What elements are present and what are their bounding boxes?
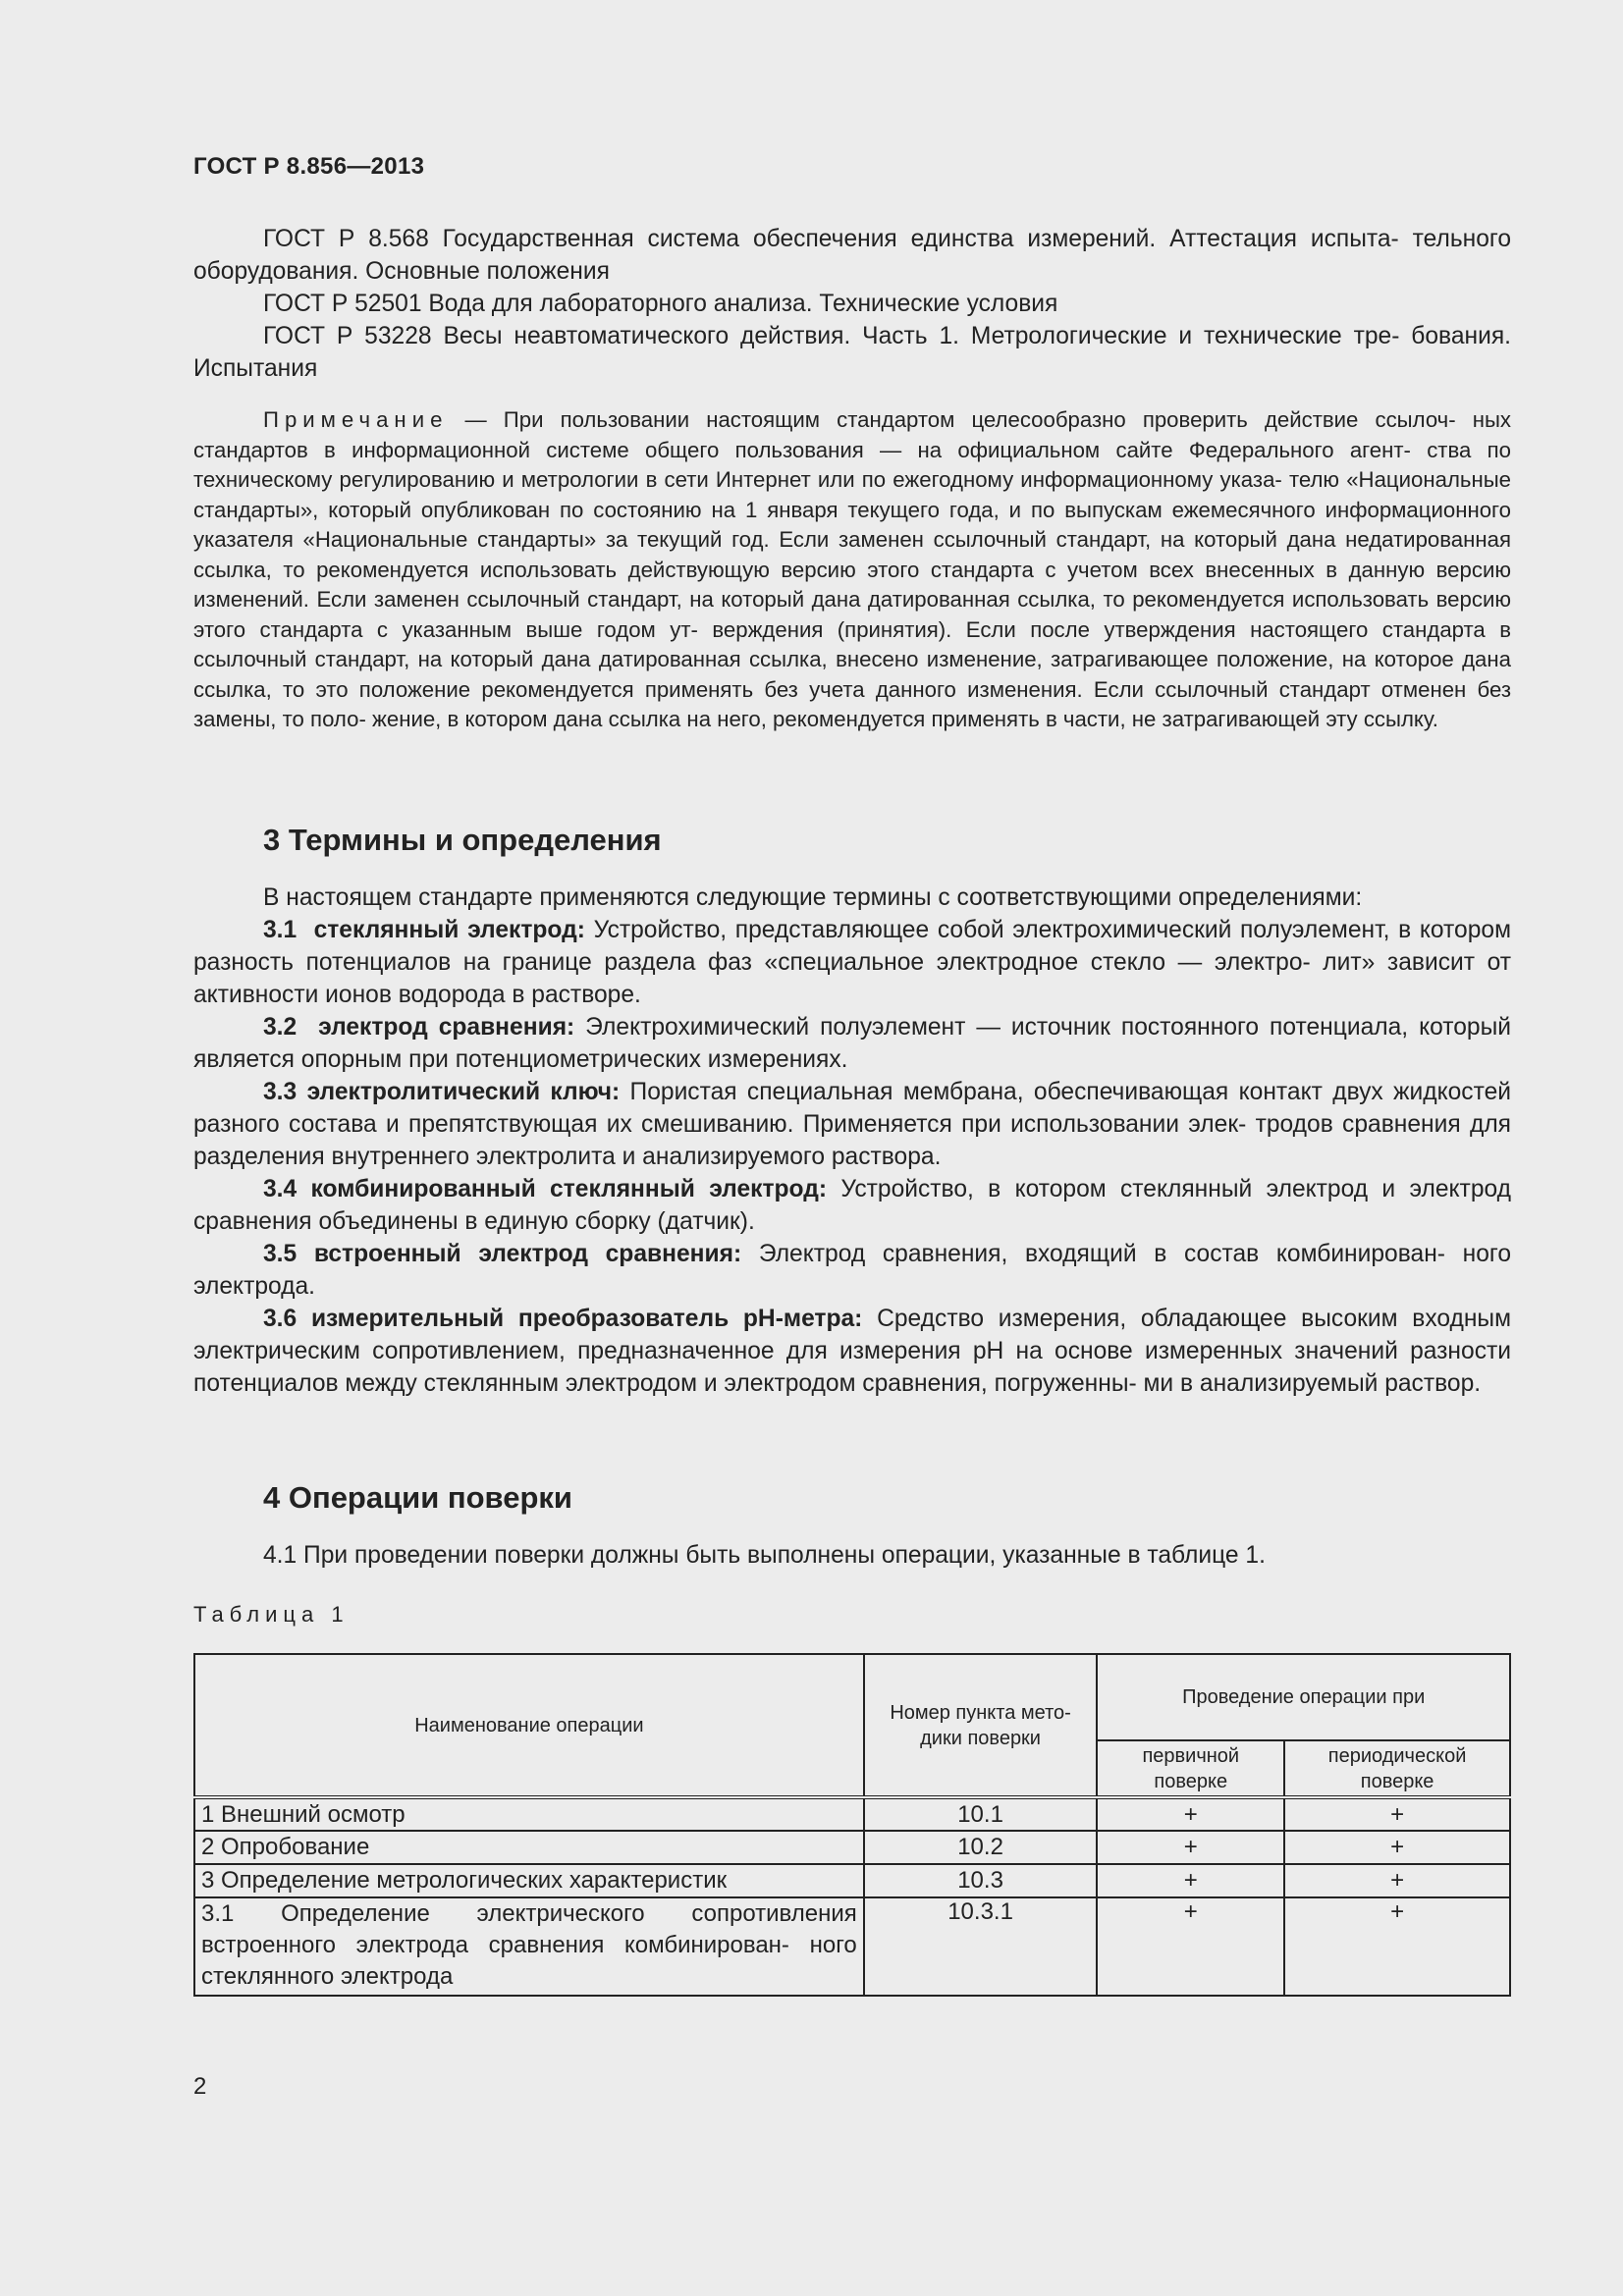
cell-periodic: + — [1284, 1797, 1510, 1831]
section-4-body — [193, 1539, 1511, 1572]
cell-primary: + — [1097, 1897, 1284, 1996]
term-3-4: 3.4 комбинированный стеклянный электрод: Устройство, в котором стеклянный электрод и электрод сравнения объединены в единую сборку (датчик). — [193, 1176, 1511, 1235]
table-row — [194, 1864, 1510, 1897]
header-clause-number: Номер пункта мето- дики поверки — [864, 1654, 1098, 1797]
note-paragraph — [193, 405, 1511, 735]
cell-clause: 10.1 — [864, 1797, 1098, 1831]
note-text: — При пользовании настоящим стандартом целесообразно проверить действие ссылоч- ных стандартов в информационной системе общего пользования — на официальном сайте Федерального агент- ства по техническому регулированию и метрологии в сети Интернет или по ежегодному информационному указа- телю «Национальные стандарты», который опубликован по состоянию на 1 января текущего года, и по выпускам ежемесячного информационного указателя «Национальные стандарты» за текущий год. Если заменен ссылочный стандарт, на который дана недатированная ссылка, то рекомендуется использовать действующую версию этого стандарта с учетом всех внесенных в данную версию изменений. Если заменен ссылочный стандарт, на который дана датированная ссылка, то рекомендуется использовать версию этого стандарта с указанным выше годом ут- верждения (принятия). Если после утверждения настоящего стандарта в ссылочный стандарт, на который дана датированная ссылка, внесено изменение, затрагивающее положение, на которое дана ссылка, то это положение рекомендуется применять без учета данного изменения. Если ссылочный стандарт отменен без замены, то поло- жение, в котором дана ссылка на него, рекомендуется применять в части, не затрагивающей эту ссылку. — [193, 407, 1511, 731]
table-row — [194, 1831, 1510, 1864]
cell-periodic: + — [1284, 1897, 1510, 1996]
term-3-5: 3.5 встроенный электрод сравнения: Электрод сравнения, входящий в состав комбинирован- ного электрода. — [193, 1241, 1511, 1300]
header-periodic: периодической поверке — [1284, 1740, 1510, 1797]
cell-clause: 10.3.1 — [864, 1897, 1098, 1996]
cell-periodic: + — [1284, 1864, 1510, 1897]
section-4-paragraph: 4.1 При проведении поверки должны быть выполнены операции, указанные в таблице 1. — [263, 1542, 1266, 1569]
references-block — [193, 223, 1511, 385]
section-3-intro: В настоящем стандарте применяются следующие термины с соответствующими определениями: — [263, 884, 1363, 911]
term-3-1: 3.1 стеклянный электрод: Устройство, представляющее собой электрохимический полуэлемент, в котором разность потенциалов на границе раздела фаз «специальное электродное стекло — электро- лит» зависит от активности ионов водорода в растворе. — [193, 917, 1511, 1008]
cell-operation: 3 Определение метрологических характеристик — [194, 1864, 864, 1897]
table-row — [194, 1897, 1510, 1996]
operations-table — [193, 1653, 1511, 1997]
reference-item: ГОСТ Р 52501 Вода для лабораторного анализа. Технические условия — [263, 291, 1058, 317]
cell-clause: 10.2 — [864, 1831, 1098, 1864]
header-operation-name: Наименование операции — [194, 1654, 864, 1797]
note-label: Примечание — [263, 407, 449, 432]
cell-operation: 2 Опробование — [194, 1831, 864, 1864]
cell-primary: + — [1097, 1797, 1284, 1831]
reference-item: ГОСТ Р 53228 Весы неавтоматического действия. Часть 1. Метрологические и технические тре- бования. Испытания — [193, 323, 1511, 382]
section-4-title: 4 Операции поверки — [263, 1480, 572, 1515]
page-number: 2 — [193, 2073, 207, 2100]
table-caption: Таблица 1 — [193, 1602, 350, 1627]
document-header: ГОСТ Р 8.856—2013 — [193, 153, 425, 180]
reference-item: ГОСТ Р 8.568 Государственная система обеспечения единства измерений. Аттестация испыта- тельного оборудования. Основные положения — [193, 226, 1511, 285]
cell-operation: 3.1 Определение электрического сопротивления встроенного электрода сравнения комбинирован- ного стеклянного электрода — [194, 1897, 864, 1996]
term-3-6: 3.6 измерительный преобразователь рН-метра: Средство измерения, обладающее высоким входным электрическим сопротивлением, предназначенное для измерения рН на основе измеренных значений разности потенциалов между стеклянным электродом и электродом сравнения, погруженны- ми в анализируемый раствор. — [193, 1306, 1511, 1397]
header-conducting-group: Проведение операции при — [1097, 1654, 1510, 1740]
header-primary: первичной поверке — [1097, 1740, 1284, 1797]
cell-primary: + — [1097, 1831, 1284, 1864]
cell-primary: + — [1097, 1864, 1284, 1897]
table-row — [194, 1797, 1510, 1831]
section-3-body — [193, 881, 1511, 1400]
cell-operation: 1 Внешний осмотр — [194, 1797, 864, 1831]
term-3-3: 3.3 электролитический ключ: Пористая специальная мембрана, обеспечивающая контакт двух жидкостей разного состава и препятствующая их смешиванию. Применяется при использовании элек- тродов сравнения для разделения внутреннего электролита и анализируемого раствора. — [193, 1079, 1511, 1170]
cell-clause: 10.3 — [864, 1864, 1098, 1897]
term-3-2: 3.2 электрод сравнения: Электрохимический полуэлемент — источник постоянного потенциала, который является опорным при потенциометрических измерениях. — [193, 1014, 1511, 1073]
cell-periodic: + — [1284, 1831, 1510, 1864]
section-3-title: 3 Термины и определения — [263, 823, 662, 857]
